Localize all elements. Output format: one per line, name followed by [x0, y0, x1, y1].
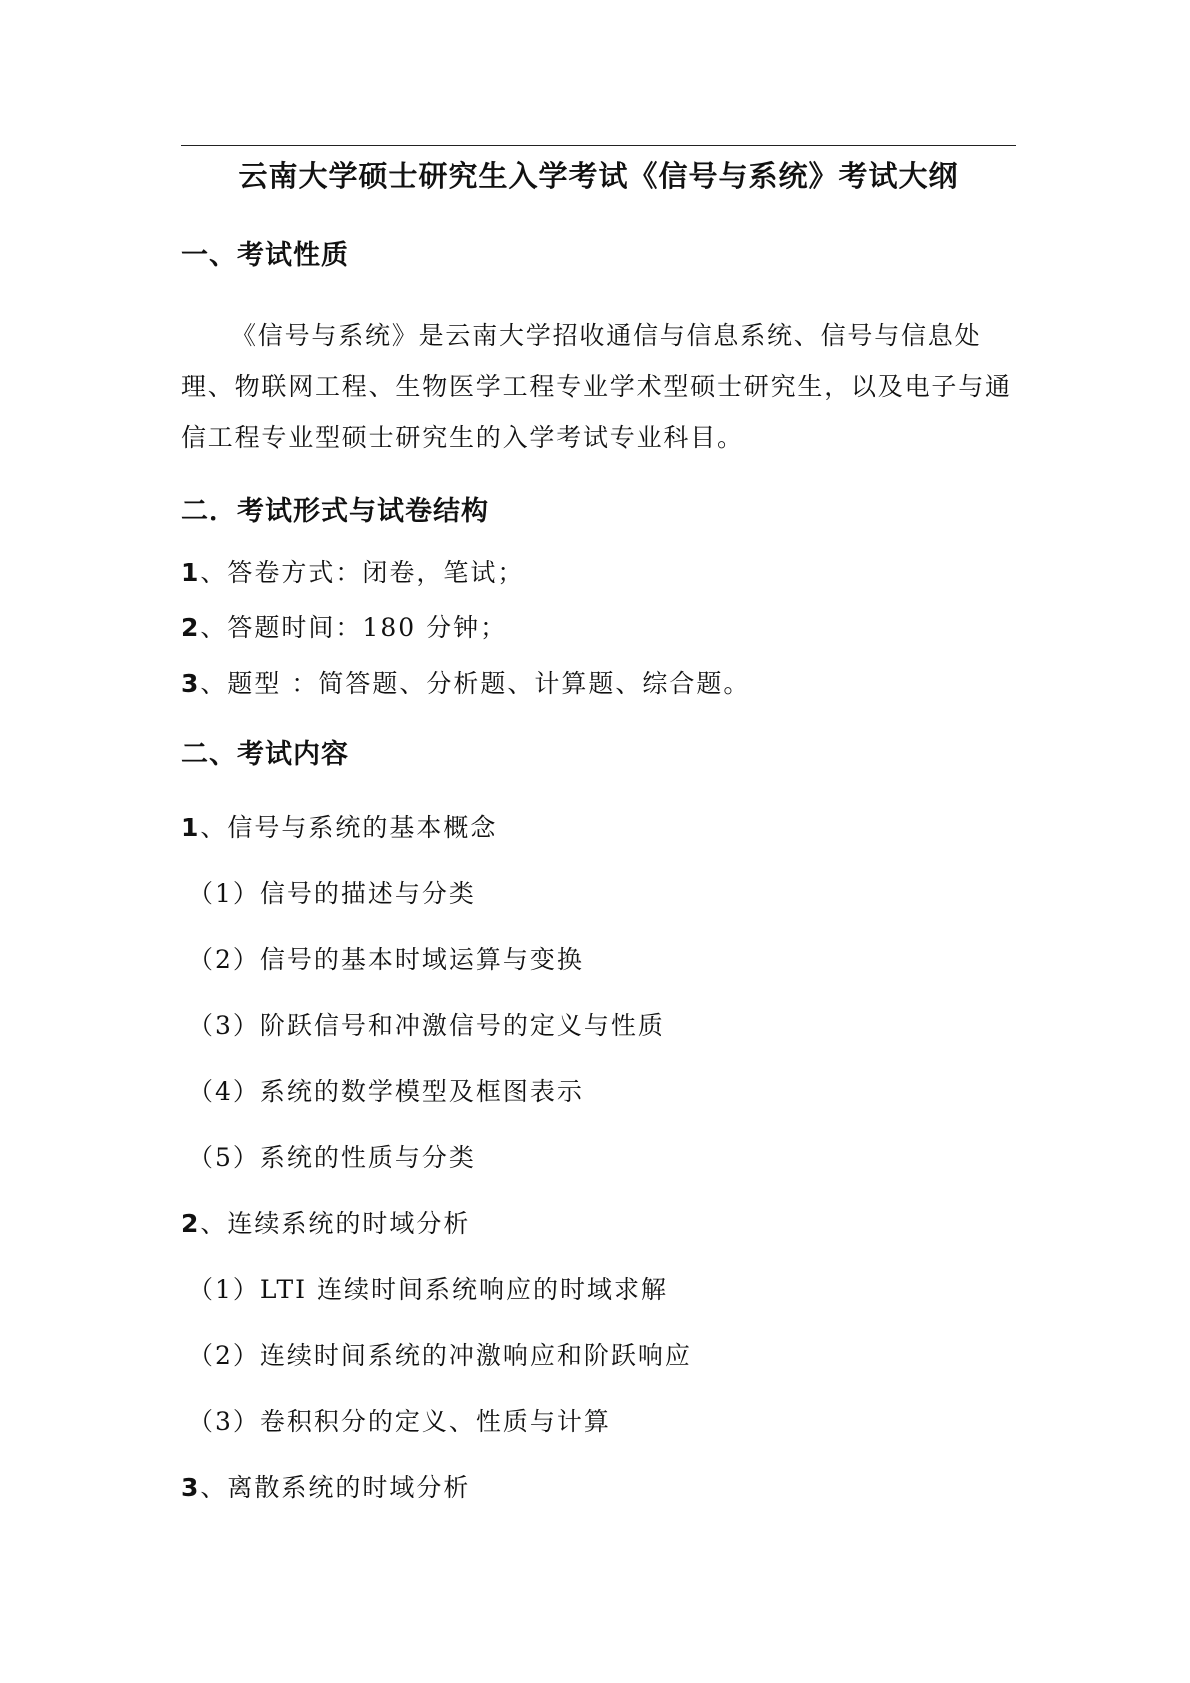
format-item-question-types: 3、题型 ：简答题、分析题、计算题、综合题。 — [181, 669, 751, 698]
subtopic-item: （3）卷积积分的定义、性质与计算 — [188, 1407, 611, 1436]
subtopic-item: （5）系统的性质与分类 — [188, 1143, 476, 1172]
topic-basic-concepts: 1、信号与系统的基本概念 — [181, 813, 498, 842]
topic-continuous-time-domain: 2、连续系统的时域分析 — [181, 1209, 471, 1238]
subtopic-item: （4）系统的数学模型及框图表示 — [188, 1077, 584, 1106]
exam-nature-paragraph: 《信号与系统》是云南大学招收通信与信息系统、信号与信息处理、物联网工程、生物医学工程专业学术型硕士研究生，以及电子与通信工程专业型硕士研究生的入学考试专业科目。 — [181, 321, 1012, 452]
section-heading-exam-content: 二、考试内容 — [181, 739, 349, 770]
section-heading-exam-nature: 一、考试性质 — [181, 240, 349, 271]
subtopic-item: （3）阶跃信号和冲激信号的定义与性质 — [188, 1011, 665, 1040]
subtopic-item: （1）信号的描述与分类 — [188, 879, 476, 908]
format-item-answer-method: 1、答卷方式：闭卷，笔试； — [181, 558, 525, 587]
subtopic-item: （2）连续时间系统的冲激响应和阶跃响应 — [188, 1341, 692, 1370]
section-heading-exam-format: 二．考试形式与试卷结构 — [181, 496, 489, 527]
document-title: 云南大学硕士研究生入学考试《信号与系统》考试大纲 — [238, 159, 959, 193]
subtopic-item: （1）LTI 连续时间系统响应的时域求解 — [188, 1275, 668, 1304]
subtopic-item: （2）信号的基本时域运算与变换 — [188, 945, 584, 974]
topic-discrete-time-domain: 3、离散系统的时域分析 — [181, 1473, 471, 1502]
header-rule — [181, 145, 1016, 146]
format-item-answer-time: 2、答题时间：180 分钟； — [181, 613, 508, 642]
